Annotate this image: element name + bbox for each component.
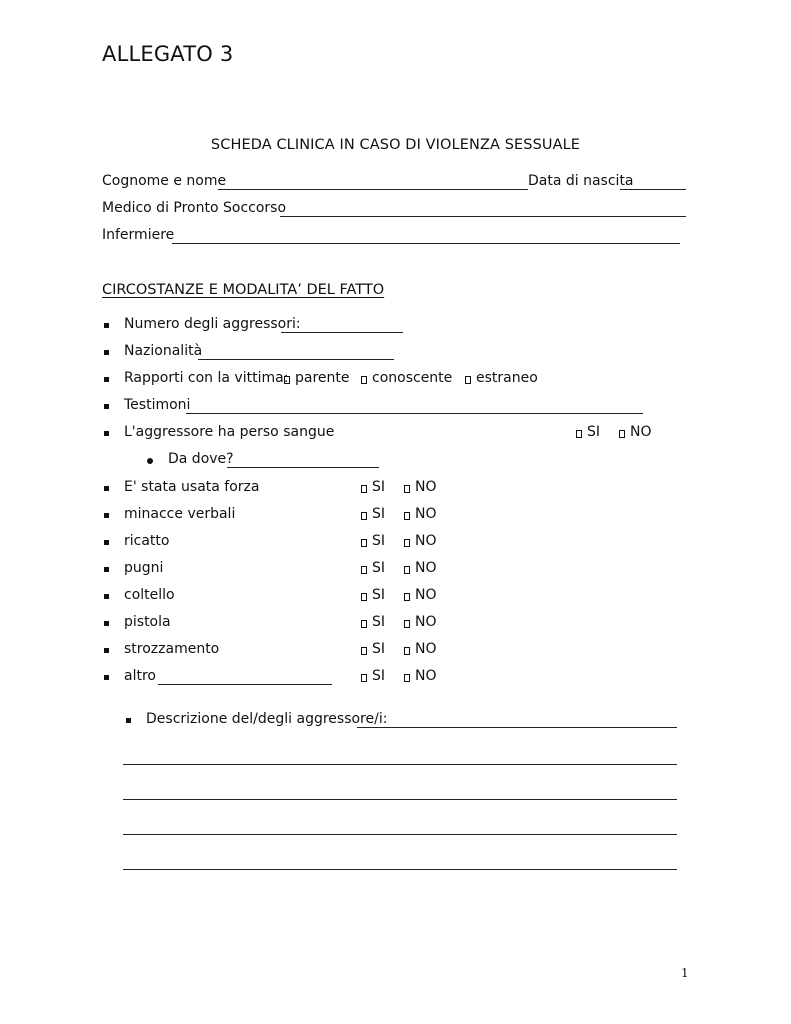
item-label: ricatto bbox=[124, 533, 170, 549]
testimoni-label: Testimoni bbox=[124, 397, 191, 413]
bullet-icon bbox=[126, 718, 131, 723]
page-number: 1 bbox=[681, 966, 689, 980]
medico-field[interactable] bbox=[280, 216, 686, 217]
data-nascita-label: Data di nascita bbox=[528, 173, 634, 189]
checkbox-si[interactable] bbox=[361, 674, 367, 682]
checkbox-estraneo[interactable] bbox=[465, 376, 471, 384]
bullet-icon bbox=[104, 323, 109, 328]
si-label: SI bbox=[372, 668, 386, 684]
si-label: SI bbox=[372, 560, 386, 576]
bullet-icon bbox=[104, 377, 109, 382]
checkbox-parente[interactable] bbox=[284, 376, 290, 384]
infermiere-label: Infermiere bbox=[102, 227, 175, 243]
si-label: SI bbox=[372, 641, 386, 657]
nazionalita-field[interactable] bbox=[198, 359, 394, 360]
infermiere-field[interactable] bbox=[172, 243, 680, 244]
no-label: NO bbox=[415, 506, 437, 522]
bullet-icon bbox=[104, 594, 109, 599]
checkbox-no[interactable] bbox=[404, 512, 410, 520]
altro-field[interactable] bbox=[158, 684, 332, 685]
item-label: pistola bbox=[124, 614, 171, 630]
no-label: NO bbox=[415, 533, 437, 549]
data-nascita-field[interactable] bbox=[620, 189, 686, 190]
checkbox-no[interactable] bbox=[404, 620, 410, 628]
si-label: SI bbox=[372, 533, 386, 549]
checkbox-no[interactable] bbox=[404, 674, 410, 682]
numero-aggressori-label: Numero degli aggressori: bbox=[124, 316, 301, 332]
no-label: NO bbox=[415, 560, 437, 576]
rapporti-label: Rapporti con la vittima: bbox=[124, 370, 289, 386]
descrizione-line[interactable] bbox=[123, 869, 677, 870]
option-parente-label: parente bbox=[295, 370, 350, 386]
option-conoscente-label: conoscente bbox=[372, 370, 453, 386]
checkbox-si[interactable] bbox=[361, 539, 367, 547]
checkbox-si[interactable] bbox=[361, 566, 367, 574]
item-label: E' stata usata forza bbox=[124, 479, 260, 495]
checkbox-no[interactable] bbox=[404, 566, 410, 574]
bullet-icon bbox=[104, 648, 109, 653]
si-label: SI bbox=[372, 506, 386, 522]
checkbox-sangue-no[interactable] bbox=[619, 430, 625, 438]
item-label: coltello bbox=[124, 587, 175, 603]
checkbox-si[interactable] bbox=[361, 593, 367, 601]
bullet-icon bbox=[104, 350, 109, 355]
document-heading: ALLEGATO 3 bbox=[102, 42, 234, 66]
bullet-icon bbox=[104, 486, 109, 491]
checkbox-no[interactable] bbox=[404, 593, 410, 601]
bullet-icon bbox=[104, 431, 109, 436]
option-estraneo-label: estraneo bbox=[476, 370, 538, 386]
dot-bullet-icon bbox=[147, 458, 153, 464]
checkbox-no[interactable] bbox=[404, 485, 410, 493]
descrizione-label: Descrizione del/degli aggressore/i: bbox=[146, 711, 388, 727]
descrizione-line[interactable] bbox=[123, 799, 677, 800]
checkbox-no[interactable] bbox=[404, 539, 410, 547]
checkbox-si[interactable] bbox=[361, 620, 367, 628]
si-label: SI bbox=[372, 479, 386, 495]
bullet-icon bbox=[104, 675, 109, 680]
section-title: CIRCOSTANZE E MODALITA’ DEL FATTO bbox=[102, 282, 385, 298]
bullet-icon bbox=[104, 404, 109, 409]
checkbox-sangue-si[interactable] bbox=[576, 430, 582, 438]
descrizione-line[interactable] bbox=[123, 834, 677, 835]
numero-aggressori-field[interactable] bbox=[281, 332, 403, 333]
no-label: NO bbox=[415, 668, 437, 684]
checkbox-si[interactable] bbox=[361, 512, 367, 520]
nazionalita-label: Nazionalità bbox=[124, 343, 203, 359]
descrizione-field[interactable] bbox=[357, 727, 677, 728]
no-label: NO bbox=[415, 614, 437, 630]
checkbox-si[interactable] bbox=[361, 647, 367, 655]
da-dove-label: Da dove? bbox=[168, 451, 234, 467]
si-label: SI bbox=[372, 614, 386, 630]
item-label: minacce verbali bbox=[124, 506, 236, 522]
medico-label: Medico di Pronto Soccorso bbox=[102, 200, 287, 216]
da-dove-field[interactable] bbox=[227, 467, 379, 468]
testimoni-field[interactable] bbox=[186, 413, 643, 414]
bullet-icon bbox=[104, 513, 109, 518]
cognome-nome-label: Cognome e nome bbox=[102, 173, 227, 189]
checkbox-conoscente[interactable] bbox=[361, 376, 367, 384]
no-label: NO bbox=[415, 587, 437, 603]
cognome-nome-field[interactable] bbox=[218, 189, 528, 190]
sangue-si-label: SI bbox=[587, 424, 601, 440]
bullet-icon bbox=[104, 621, 109, 626]
checkbox-no[interactable] bbox=[404, 647, 410, 655]
checkbox-si[interactable] bbox=[361, 485, 367, 493]
item-label: strozzamento bbox=[124, 641, 220, 657]
descrizione-line[interactable] bbox=[123, 764, 677, 765]
no-label: NO bbox=[415, 641, 437, 657]
si-label: SI bbox=[372, 587, 386, 603]
item-label: altro bbox=[124, 668, 156, 684]
sangue-no-label: NO bbox=[630, 424, 652, 440]
item-label: pugni bbox=[124, 560, 164, 576]
bullet-icon bbox=[104, 567, 109, 572]
no-label: NO bbox=[415, 479, 437, 495]
form-title: SCHEDA CLINICA IN CASO DI VIOLENZA SESSUALE bbox=[210, 137, 581, 153]
bullet-icon bbox=[104, 540, 109, 545]
sangue-label: L'aggressore ha perso sangue bbox=[124, 424, 335, 440]
